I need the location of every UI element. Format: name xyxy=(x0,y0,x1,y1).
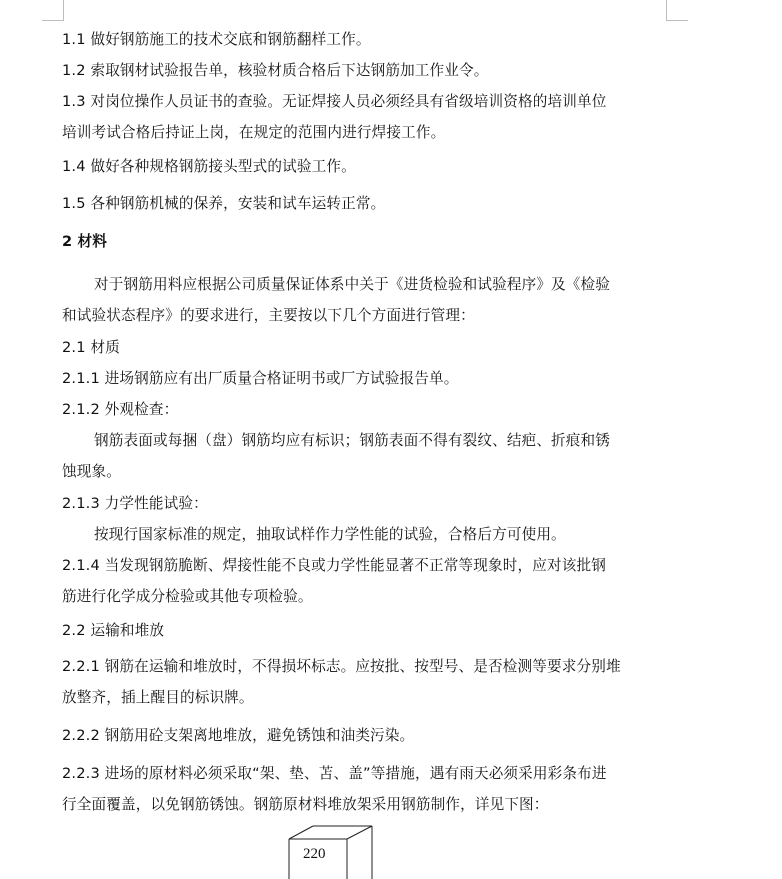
item-2-2-1-line2: 放整齐，插上醒目的标识牌。 xyxy=(62,689,254,706)
section-2-1-heading: 2.1 材质 xyxy=(62,339,120,356)
item-2-1-3-body: 按现行国家标准的规定，抽取试样作力学性能的试验，合格后方可使用。 xyxy=(94,526,566,543)
figure-dimension-label: 220 xyxy=(303,846,326,862)
item-1-3-line2: 培训考试合格后持证上岗，在规定的范围内进行焊接工作。 xyxy=(62,124,446,141)
item-2-2-1-line1: 2.2.1 钢筋在运输和堆放时，不得损坏标志。应按批、按型号、是否检测等要求分别堆 xyxy=(62,658,621,675)
item-2-2-2: 2.2.2 钢筋用砼支架离地堆放，避免锈蚀和油类污染。 xyxy=(62,727,415,744)
item-1-1: 1.1 做好钢筋施工的技术交底和钢筋翻样工作。 xyxy=(62,31,371,48)
item-2-1-1: 2.1.1 进场钢筋应有出厂质量合格证明书或厂方试验报告单。 xyxy=(62,370,459,387)
crop-mark-top-left-vertical xyxy=(63,0,64,20)
item-2-2-3-line1: 2.2.3 进场的原材料必须采取“架、垫、苫、盖”等措施，遇有雨天必须采用彩条布进 xyxy=(62,765,607,782)
item-1-4: 1.4 做好各种规格钢筋接头型式的试验工作。 xyxy=(62,158,356,175)
crop-mark-top-right-vertical xyxy=(666,0,667,20)
item-2-1-2-body-line1: 钢筋表面或每捆（盘）钢筋均应有标识；钢筋表面不得有裂纹、结疤、折痕和锈 xyxy=(94,432,611,449)
section-2-2-heading: 2.2 运输和堆放 xyxy=(62,622,165,639)
item-2-1-4-line1: 2.1.4 当发现钢筋脆断、焊接性能不良或力学性能显著不正常等现象时，应对该批钢 xyxy=(62,557,606,574)
para-intro-line1: 对于钢筋用料应根据公司质量保证体系中关于《进货检验和试验程序》及《检验 xyxy=(94,276,611,293)
figure-edge-top-left-diag xyxy=(289,826,313,839)
crop-mark-top-left-horizontal xyxy=(42,20,64,21)
figure-edge-top-right-diag xyxy=(347,826,372,839)
item-2-1-3: 2.1.3 力学性能试验： xyxy=(62,495,208,512)
item-2-2-3-line2: 行全面覆盖，以免钢筋锈蚀。钢筋原材料堆放架采用钢筋制作，详见下图： xyxy=(62,796,549,813)
item-2-1-2: 2.1.2 外观检查： xyxy=(62,401,179,418)
para-intro-line2: 和试验状态程序》的要求进行，主要按以下几个方面进行管理： xyxy=(62,307,475,324)
item-1-5: 1.5 各种钢筋机械的保养，安装和试车运转正常。 xyxy=(62,195,386,212)
crop-mark-top-right-horizontal xyxy=(666,20,688,21)
item-1-3-line1: 1.3 对岗位操作人员证书的查验。无证焊接人员必须经具有省级培训资格的培训单位 xyxy=(62,93,607,110)
rebar-storage-rack-figure xyxy=(277,825,397,879)
item-2-1-2-body-line2: 蚀现象。 xyxy=(62,463,121,480)
item-1-2: 1.2 索取钢材试验报告单，核验材质合格后下达钢筋加工作业令。 xyxy=(62,62,489,79)
item-2-1-4-line2: 筋进行化学成分检验或其他专项检验。 xyxy=(62,588,313,605)
section-2-heading: 2 材料 xyxy=(62,233,108,250)
